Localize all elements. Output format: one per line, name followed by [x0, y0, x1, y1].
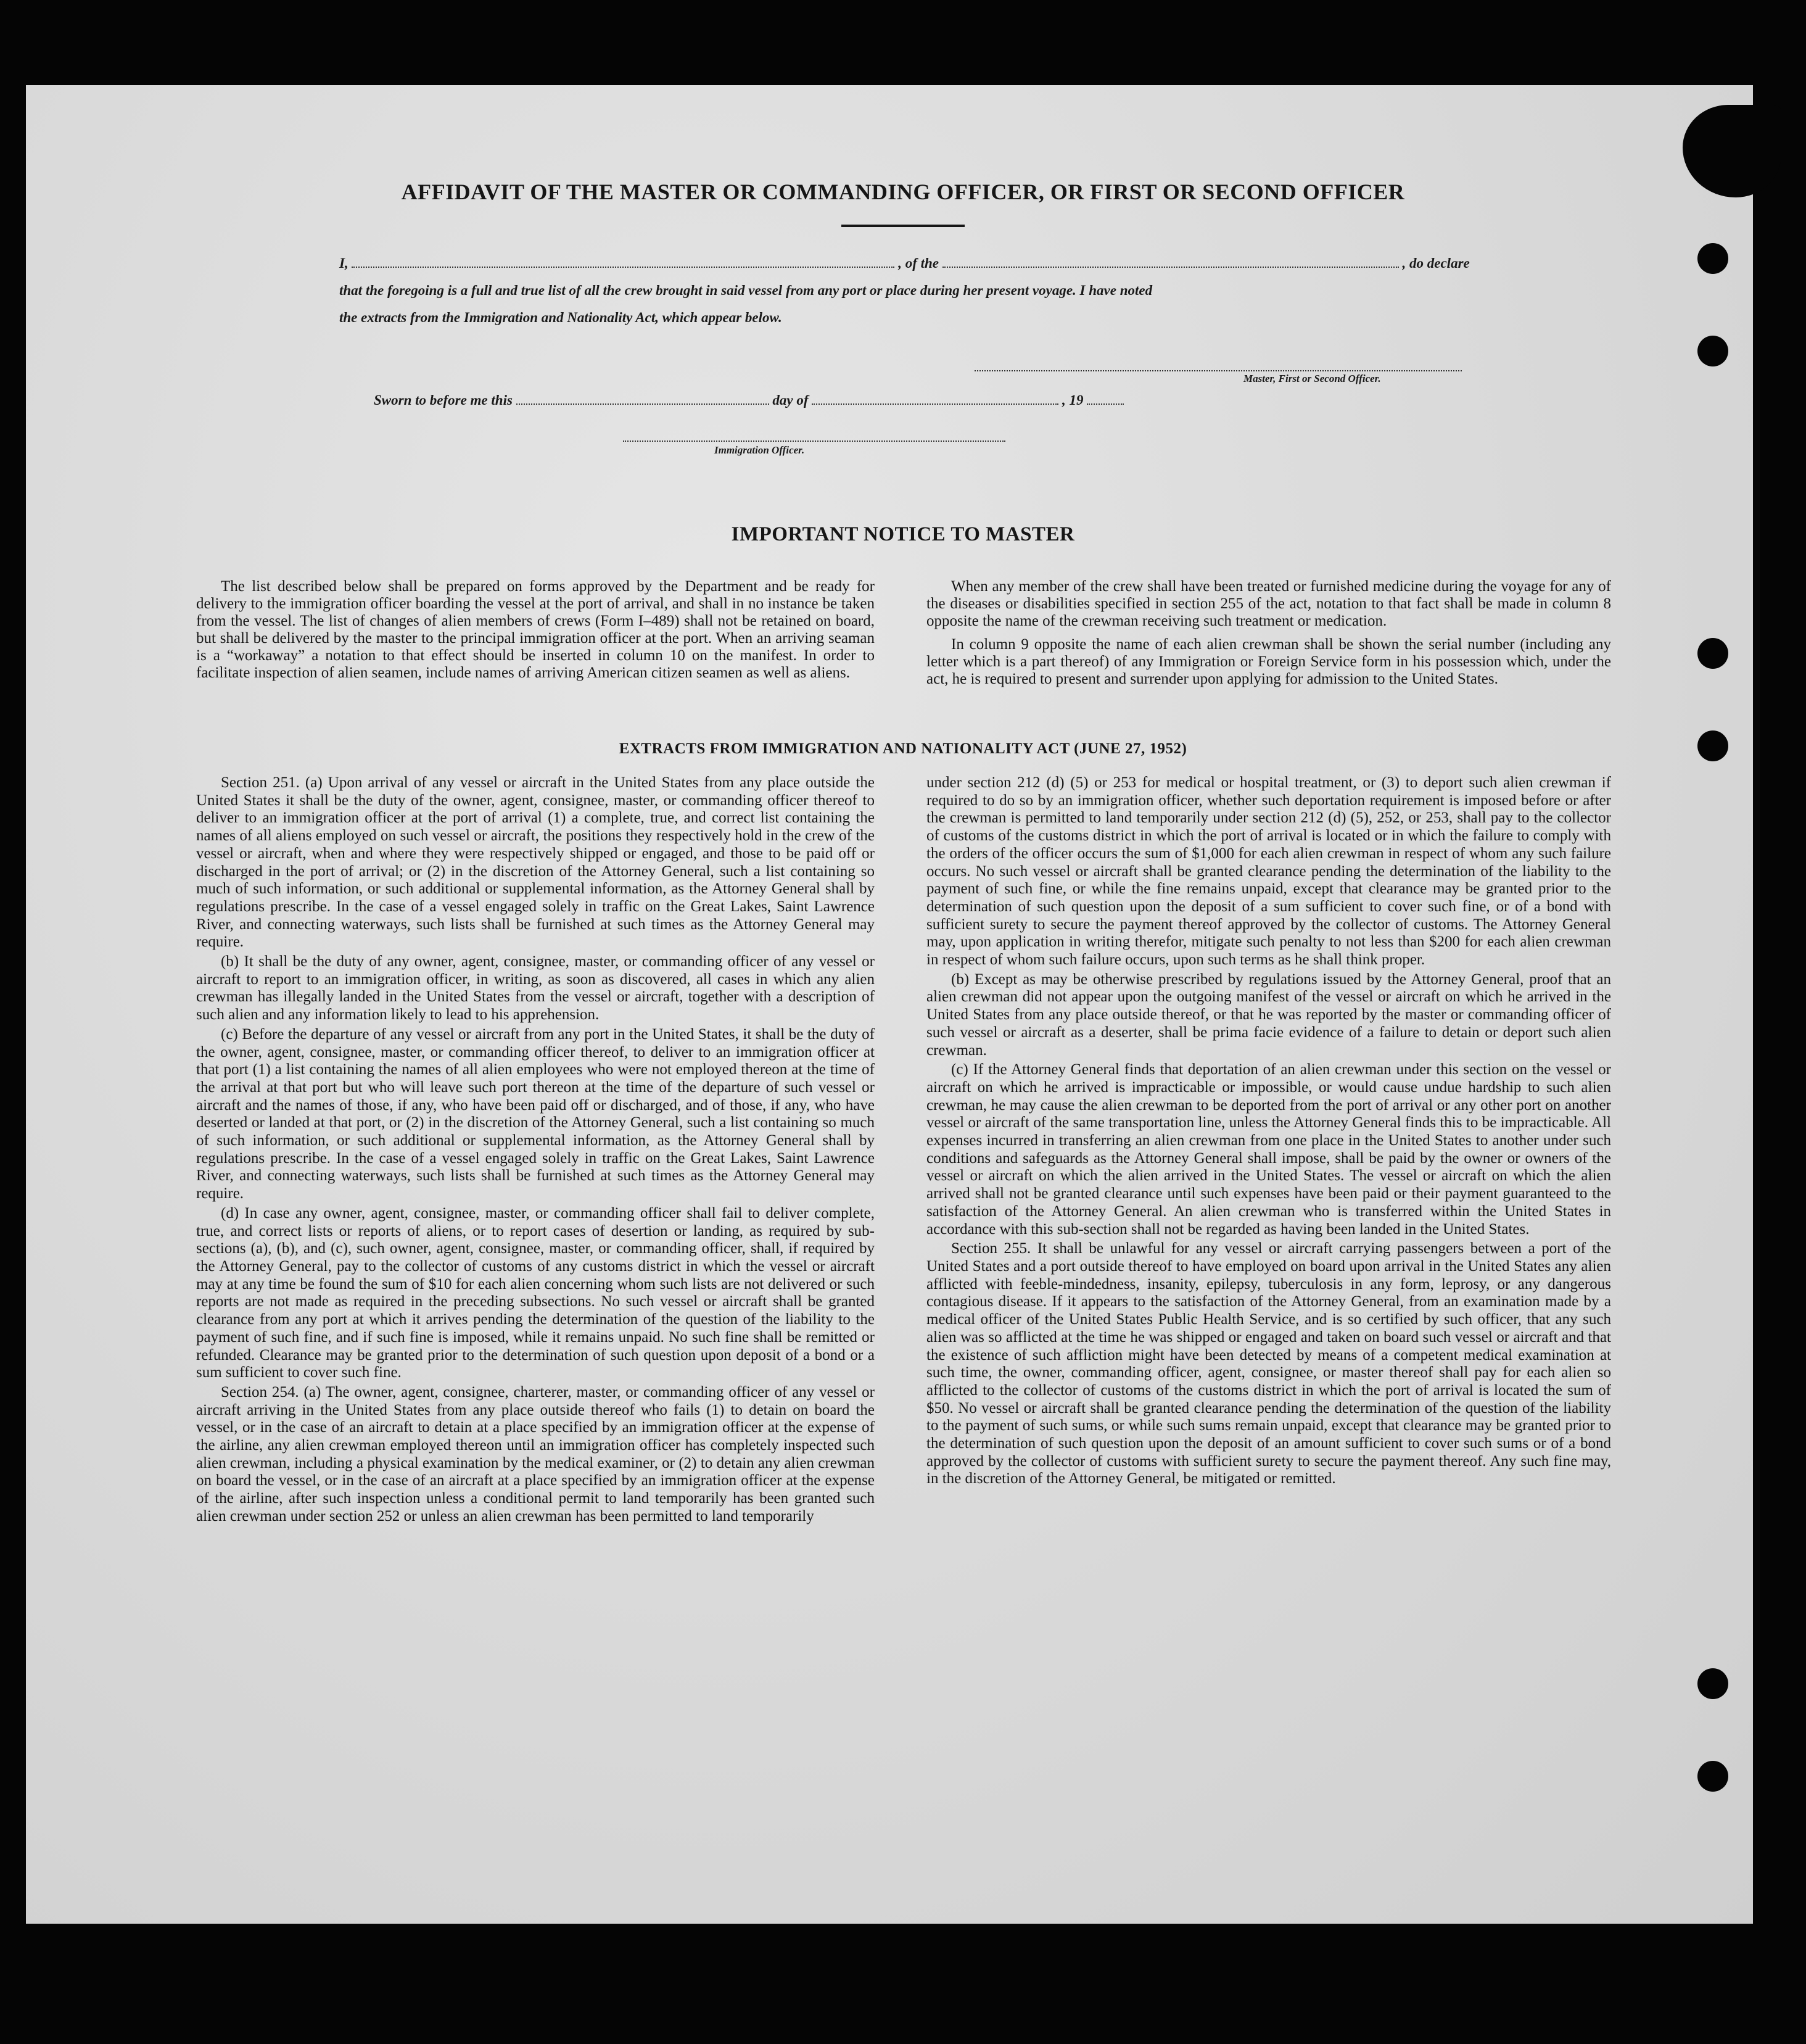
act-section: Section 254. (a) The owner, agent, consignee, charterer, master, or commanding officer of any vessel or aircraft arriving in the United States from any place outside thereof who fails (1) to detain on board the vessel, or in the case of an aircraft to detain at a place specified by an immigration officer at the expense of the airline, any alien crewman employed thereon until an immigration officer has completely inspected such alien crewman, including a physical examination by the medical examiner, or (2) to detain any alien crewman on board the vessel, or in the case of an aircraft at a place specified by an immigration officer at the expense of the airline, after such inspection unless a conditional permit to land temporarily has been granted such alien crewman under section 252 or unless an alien crewman has been permitted to land temporarily: [196, 1383, 875, 1525]
punch-hole: [1697, 243, 1728, 274]
extracts-left-column: [196, 774, 875, 1528]
vessel-name-field[interactable]: [942, 255, 1399, 268]
punch-hole: [1697, 638, 1728, 669]
sworn-month-field[interactable]: [812, 392, 1058, 405]
extracts-title: EXTRACTS FROM IMMIGRATION AND NATIONALITY ACT (JUNE 27, 1952): [619, 740, 1187, 757]
declare-label: , do declare: [1402, 255, 1470, 271]
officer-signature-line[interactable]: [623, 439, 1005, 442]
sworn-label: Sworn to before me this: [374, 392, 513, 408]
declaration-text-1: that the foregoing is a full and true list of all the crew brought in said vessel from any port or place during her present voyage. I have noted: [339, 283, 1153, 298]
act-section: Section 255. It shall be unlawful for any vessel or aircraft carrying passengers between a port of the United States and a port outside thereof to have employed on board upon arrival in the United States any alien afflicted with feeble-mindedness, insanity, epilepsy, tuberculosis in any form, leprosy, or any dangerous contagious disease. If it appears to the satisfaction of the Attorney General, from an examination made by a medical officer of the United States Public Health Service, and is so certified by such officer, that any such alien was so afflicted at the time he was shipped or engaged and taken on board such vessel or aircraft and that the existence of such affliction might have been detected by means of a competent medical examination at such time, the owner, commanding officer, agent, consignee, or master thereof shall pay for each alien so afflicted to the collector of customs of the customs district in which the port of arrival is located the sum of $50. No vessel or aircraft shall be granted clearance pending the determination of the question of the liability to the payment of such sums, or while such sums remain unpaid, except that clearance may be granted prior to the determination of such question upon the deposit of an amount sufficient to cover such sums or of a bond approved by the collector of customs with sufficient surety to secure the payment thereof. Any such fine may, in the discretion of the Attorney General, be mitigated or remitted.: [926, 1240, 1611, 1487]
affidavit-title: AFFIDAVIT OF THE MASTER OR COMMANDING OFFICER, OR FIRST OR SECOND OFFICER: [401, 180, 1405, 204]
notice-right-column: [926, 578, 1611, 690]
sworn-year-field[interactable]: [1087, 392, 1124, 405]
notice-title: IMPORTANT NOTICE TO MASTER: [731, 523, 1075, 545]
year-label: , 19: [1062, 392, 1084, 408]
act-section: under section 212 (d) (5) or 253 for medical or hospital treatment, or (3) to deport such alien crewman if required to do so by an immigration officer, whether such deportation requirement is imposed before or after the crewman is permitted to land temporarily under section 212 (d) (5), 252, or 253, shall pay to the collector of customs of the customs district in which the port of arrival is located or in which the failure to comply with the orders of the officer occurs the sum of $1,000 for each alien crewman in respect of whom any such failure occurs. No such vessel or aircraft shall be granted clearance pending the determination of the liability to the payment of such fine, or while the fine remains unpaid, except that clearance may be granted prior to the determination of such question upon the deposit of a sum sufficient to cover such fine, or of a bond with sufficient surety to secure the payment thereof approved by the collector of customs. The Attorney General may, upon application in writing therefor, mitigate such penalty to not less than $200 for each alien crewman in respect of whom such failure occurs, upon such terms as he shall think proper.: [926, 774, 1611, 969]
title-rule: [841, 225, 965, 227]
master-signature-caption: Master, First or Second Officer.: [1243, 373, 1381, 384]
notice-paragraph: When any member of the crew shall have been treated or furnished medicine during the voyage for any of the diseases or disabilities specified in section 255 of the act, notation to that fact shall be made in column 8 opposite the name of the crewman receiving such treatment or medication.: [926, 578, 1611, 629]
act-section: (c) Before the departure of any vessel or aircraft from any port in the United States, it shall be the duty of the owner, agent, consignee, master, or commanding officer thereof, to deliver to an immigration officer at that port (1) a list containing the names of all alien employees who were not employed thereon at the time of the arrival at that port but who will leave such port thereon at the time of the departure of such vessel or aircraft and the names of those, if any, who have been paid off or discharged, and of those, if any, who have deserted or landed at that port, or (2) in the discretion of the Attorney General, such a list containing so much of such information, or such additional or supplemental information, as the Attorney General shall by regulations prescribe. In the case of a vessel engaged solely in traffic on the Great Lakes, Saint Lawrence River, and connecting waterways, such lists shall be furnished at such times as the Attorney General may require.: [196, 1025, 875, 1202]
officer-signature-caption: Immigration Officer.: [714, 444, 805, 456]
punch-hole: [1697, 1761, 1728, 1792]
day-of-label: day of: [772, 392, 809, 408]
declarant-name-field[interactable]: [352, 255, 894, 268]
notice-paragraph: The list described below shall be prepared on forms approved by the Department and be ready for delivery to the immigration officer boarding the vessel at the port of arrival, and shall in no instance be taken from the vessel. The list of changes of alien members of crews (Form I–489) shall not be retained on board, but shall be delivered by the master to the principal immigration officer at the port. When an arriving seaman is a “workaway” a notation to that effect should be inserted in column 10 on the manifest. In order to facilitate inspection of alien seamen, include names of arriving American citizen seamen as well as aliens.: [196, 578, 875, 681]
act-section: (c) If the Attorney General finds that deportation of an alien crewman under this section on the vessel or aircraft on which he arrived is impracticable or impossible, or would cause undue hardship to such alien crewman, he may cause the alien crewman to be deported from the port of arrival or any other port on another vessel or aircraft of the same transportation line, unless the Attorney General finds this to be impracticable. All expenses incurred in transferring an alien crewman from one place in the United States to another under such conditions and safeguards as the Attorney General shall impose, shall be paid by the owner or owners of the vessel or aircraft on which the alien arrived in the United States. The vessel or aircraft on which the alien arrived shall not be granted clearance until such expenses have been paid or their payment guaranteed to the satisfaction of the Attorney General. An alien crewman who is transferred within the United States in accordance with this sub-section shall not be regarded as having been landed in the United States.: [926, 1061, 1611, 1238]
declaration-line: [339, 255, 1470, 271]
punch-hole: [1697, 1668, 1728, 1699]
sworn-line: [374, 392, 1124, 408]
act-section: Section 251. (a) Upon arrival of any vessel or aircraft in the United States from any place outside the United States it shall be the duty of the owner, agent, consignee, master, or commanding officer thereof to deliver to an immigration officer at the port of arrival (1) a complete, true, and correct list containing the names of all aliens employed on such vessel or aircraft, the positions they respectively hold in the crew of the vessel or aircraft, when and where they were respectively shipped or engaged, and those to be paid off or discharged in the port of arrival; or (2) in the discretion of the Attorney General, such a list containing so much of such information, or such additional or supplemental information, as the Attorney General shall by regulations prescribe. In the case of a vessel engaged solely in traffic on the Great Lakes, Saint Lawrence River, and connecting waterways, such lists shall be furnished at such times as the Attorney General may require.: [196, 774, 875, 951]
extracts-right-column: [926, 774, 1611, 1490]
act-section: (b) It shall be the duty of any owner, agent, consignee, master, or commanding officer of any vessel or aircraft to report to an immigration officer, in writing, as soon as discovered, all cases in which any alien crewman has illegally landed in the United States from the vessel or aircraft, together with a description of such alien and any information likely to lead to his apprehension.: [196, 953, 875, 1024]
declarant-label: I,: [339, 255, 348, 271]
notice-left-column: [196, 578, 875, 684]
sworn-day-field[interactable]: [516, 392, 769, 405]
master-signature-line[interactable]: [975, 369, 1462, 371]
notice-paragraph: In column 9 opposite the name of each alien crewman shall be shown the serial number (including any letter which is a part thereof) of any Immigration or Foreign Service form in his possession which, under the act, he is required to present and surrender upon applying for admission to the United States.: [926, 636, 1611, 687]
act-section: (b) Except as may be otherwise prescribed by regulations issued by the Attorney General, proof that an alien crewman did not appear upon the outgoing manifest of the vessel or aircraft on which he arrived in the United States from any place outside thereof, or that he was reported by the master or commanding officer of such vessel or aircraft as a deserter, shall be prima facie evidence of a failure to detain or deport such alien crewman.: [926, 970, 1611, 1059]
vessel-label: , of the: [898, 255, 939, 271]
declaration-text-2: the extracts from the Immigration and Nationality Act, which appear below.: [339, 310, 782, 325]
act-section: (d) In case any owner, agent, consignee, master, or commanding officer shall fail to deliver complete, true, and correct lists or reports of aliens, or to report cases of desertion or landing, as required by sub-sections (a), (b), and (c), such owner, agent, consignee, master, or commanding officer, shall, if required by the Attorney General, pay to the collector of customs of any customs district in which the vessel or aircraft may at any time be found the sum of $10 for each alien concerning whom such lists are not delivered or such reports are not made as required in the preceding subsections. No such vessel or aircraft shall be granted clearance from any port at which it arrives pending the determination of the question of the liability to the payment of such fine, and if such fine is imposed, while it remains unpaid. No such fine shall be remitted or refunded. Clearance may be granted prior to the determination of such question upon deposit of a bond or a sum sufficient to cover such fine.: [196, 1204, 875, 1381]
punch-hole: [1697, 336, 1728, 366]
